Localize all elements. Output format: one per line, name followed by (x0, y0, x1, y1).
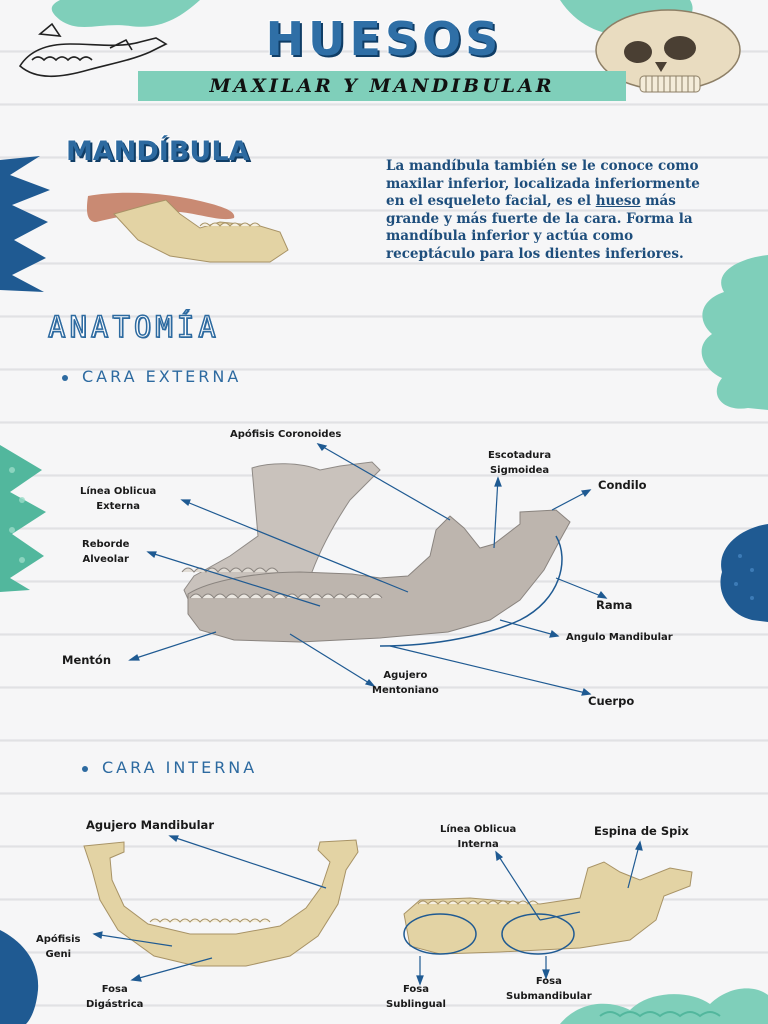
label-condilo: Condilo (598, 478, 647, 492)
hand-mandible-photo (87, 193, 288, 262)
navy-blob-right (720, 524, 768, 622)
teal-zigzag-left (0, 445, 46, 592)
label-linea-oblicua-externa: Línea Oblicua Externa (80, 486, 157, 512)
bullet-dot (82, 766, 88, 772)
label-apofisis-coronoides: Apófisis Coronoides (230, 429, 342, 440)
mandible-internal-front-image (84, 840, 358, 966)
label-reborde-alveolar: Reborde Alveolar (82, 539, 130, 565)
description-text-end: más grande y más fuerte de la cara. Forma la mandíbula inferior y actúa como receptáculo para los dientes inferiores. (386, 193, 693, 262)
label-fosa-digastrica: Fosa Digástrica (86, 984, 144, 1010)
label-espina-de-spix: Espina de Spix (594, 824, 689, 838)
label-rama: Rama (596, 598, 633, 612)
navy-blob-bottom-left (0, 930, 38, 1024)
page-title: HUESOS (265, 12, 503, 66)
label-cuerpo: Cuerpo (588, 694, 635, 708)
mandible-internal-side-image (404, 862, 692, 954)
teal-wave-right (702, 255, 768, 410)
label-apofisis-geni: Apófisis Geni (36, 934, 81, 960)
page-subtitle: MAXILAR Y MANDIBULAR (209, 75, 555, 97)
label-fosa-sublingual: Fosa Sublingual (386, 984, 446, 1010)
label-agujero-mandibular: Agujero Mandibular (86, 818, 214, 832)
label-menton: Mentón (62, 653, 112, 667)
subtitle-band (138, 71, 626, 101)
navy-zigzag-left (0, 156, 50, 292)
mandibula-description (386, 158, 706, 263)
section-heading-mandibula: MANDÍBULA (66, 136, 250, 167)
bullet-dot (62, 375, 68, 381)
cara-externa-label: CARA EXTERNA (82, 367, 242, 386)
label-angulo-mandibular: Angulo Mandibular (566, 632, 673, 643)
label-agujero-mentoniano: Agujero Mentoniano (372, 670, 439, 696)
cara-interna-label: CARA INTERNA (102, 758, 258, 777)
label-escotadura-sigmoidea: Escotadura Sigmoidea (488, 450, 552, 476)
hueso-link[interactable]: hueso (595, 193, 641, 209)
label-fosa-submandibular: Fosa Submandibular (506, 976, 592, 1002)
description-text-start: La mandíbula también se le conoce como maxilar inferior, localizada inferiormente en el esqueleto facial, es el (386, 158, 700, 209)
label-linea-oblicua-interna: Línea Oblicua Interna (440, 824, 517, 850)
subheading-cara-externa (62, 367, 241, 386)
subheading-cara-interna (82, 758, 257, 777)
section-heading-anatomia: ANATOMÍA (48, 310, 220, 344)
mandible-external-image (182, 462, 570, 646)
